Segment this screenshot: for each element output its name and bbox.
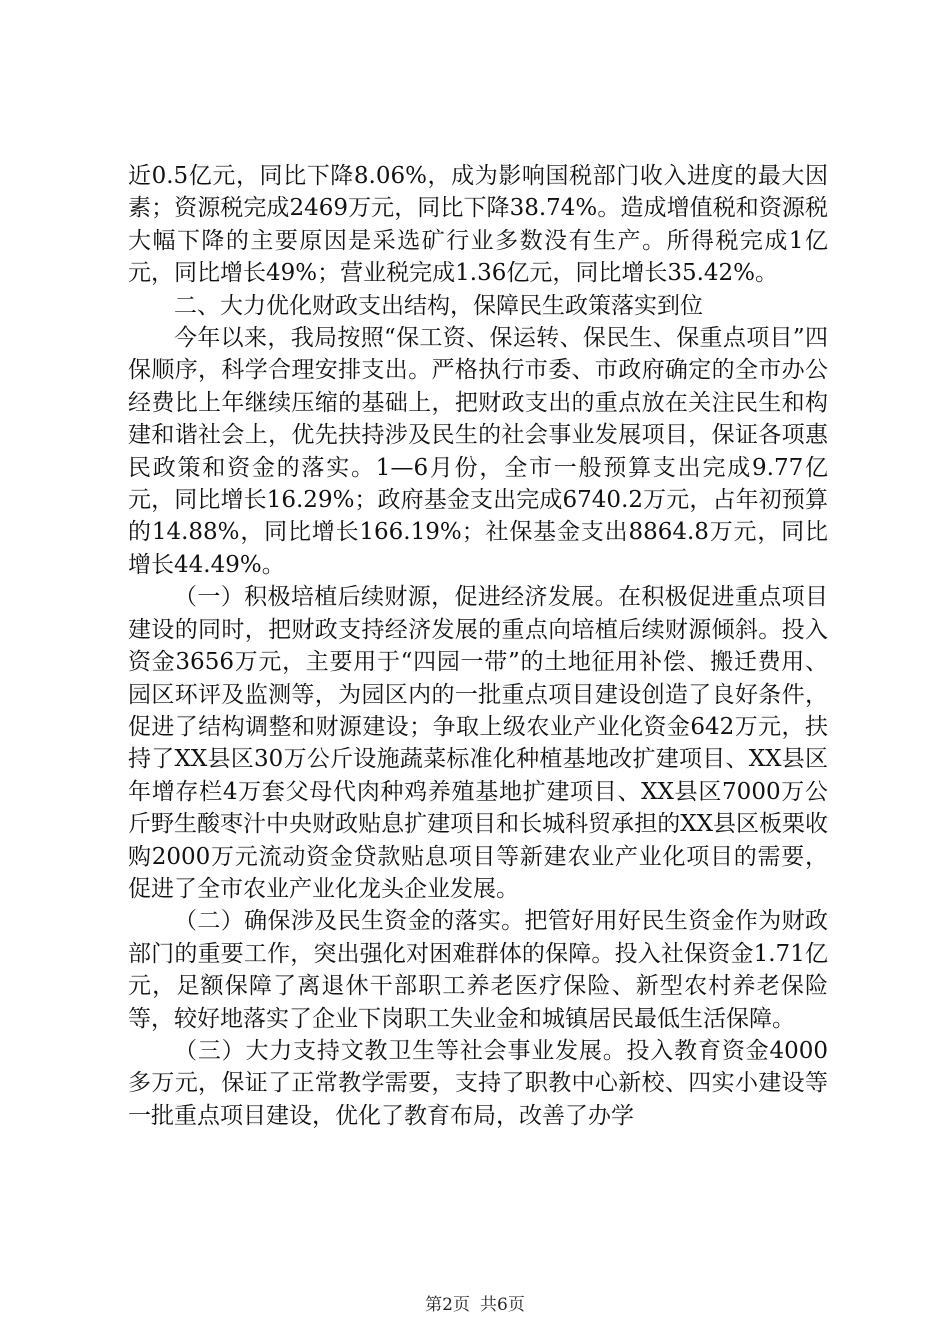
paragraph-subsection-two: （二）确保涉及民生资金的落实。把管好用好民生资金作为财政部门的重要工作，突出强化对困难群体的保障。投入社保资金1.71亿元，足额保障了离退休干部职工养老医疗保险、新型农村养老保险等，较好地落实了企业下岗职工失业金和城镇居民最低生活保障。 [128, 908, 828, 1032]
page-number: 第2页 [425, 1295, 470, 1315]
page-footer [0, 1290, 950, 1315]
paragraph-subsection-one: （一）积极培植后续财源，促进经济发展。在积极促进重点项目建设的同时，把财政支持经济发展的重点向培植后续财源倾斜。投入资金3656万元，主要用于“四园一带”的土地征用补偿、搬迁费用、园区环评及监测等，为园区内的一批重点项目建设创造了良好条件，促进了结构调整和财源建设；争取上级农业产业化资金642万元，扶持了XX县区30万公斤设施蔬菜标准化种植基地改扩建项目、XX县区年增存栏4万套父母代肉种鸡养殖基地扩建项目、XX县区7000万公斤野生酸枣汁中央财政贴息扩建项目和长城科贸承担的XX县区板栗收购2000万元流动资金贷款贴息项目等新建农业产业化项目的需要，促进了全市农业产业化龙头企业发展。 [128, 584, 828, 902]
paragraph-expenditure-overview: 今年以来，我局按照“保工资、保运转、保民生、保重点项目”四保顺序，科学合理安排支出。严格执行市委、市政府确定的全市办公经费比上年继续压缩的基础上，把财政支出的重点放在关注民生和构建和谐社会上，优先扶持涉及民生的社会事业发展项目，保证各项惠民政策和资金的落实。1—6月份，全市一般预算支出完成9.77亿元，同比增长16.29%；政府基金支出完成6740.2万元，占年初预算的14.88%，同比增长166.19%；社保基金支出8864.8万元，同比增长44.49%。 [128, 325, 828, 578]
document-body [128, 160, 828, 1132]
paragraph-subsection-three: （三）大力支持文教卫生等社会事业发展。投入教育资金4000多万元，保证了正常教学需要，支持了职教中心新校、四实小建设等一批重点项目建设，优化了教育布局，改善了办学 [128, 1037, 828, 1129]
paragraph-continuation: 近0.5亿元，同比下降8.06%，成为影响国税部门收入进度的最大因素；资源税完成2469万元，同比下降38.74%。造成增值税和资源税大幅下降的主要原因是采选矿行业多数没有生产。所得税完成1亿元，同比增长49%；营业税完成1.36亿元，同比增长35.42%。 [128, 163, 828, 287]
page-total: 共6页 [480, 1295, 525, 1315]
section-heading: 二、大力优化财政支出结构，保障民生政策落实到位 [174, 292, 703, 319]
